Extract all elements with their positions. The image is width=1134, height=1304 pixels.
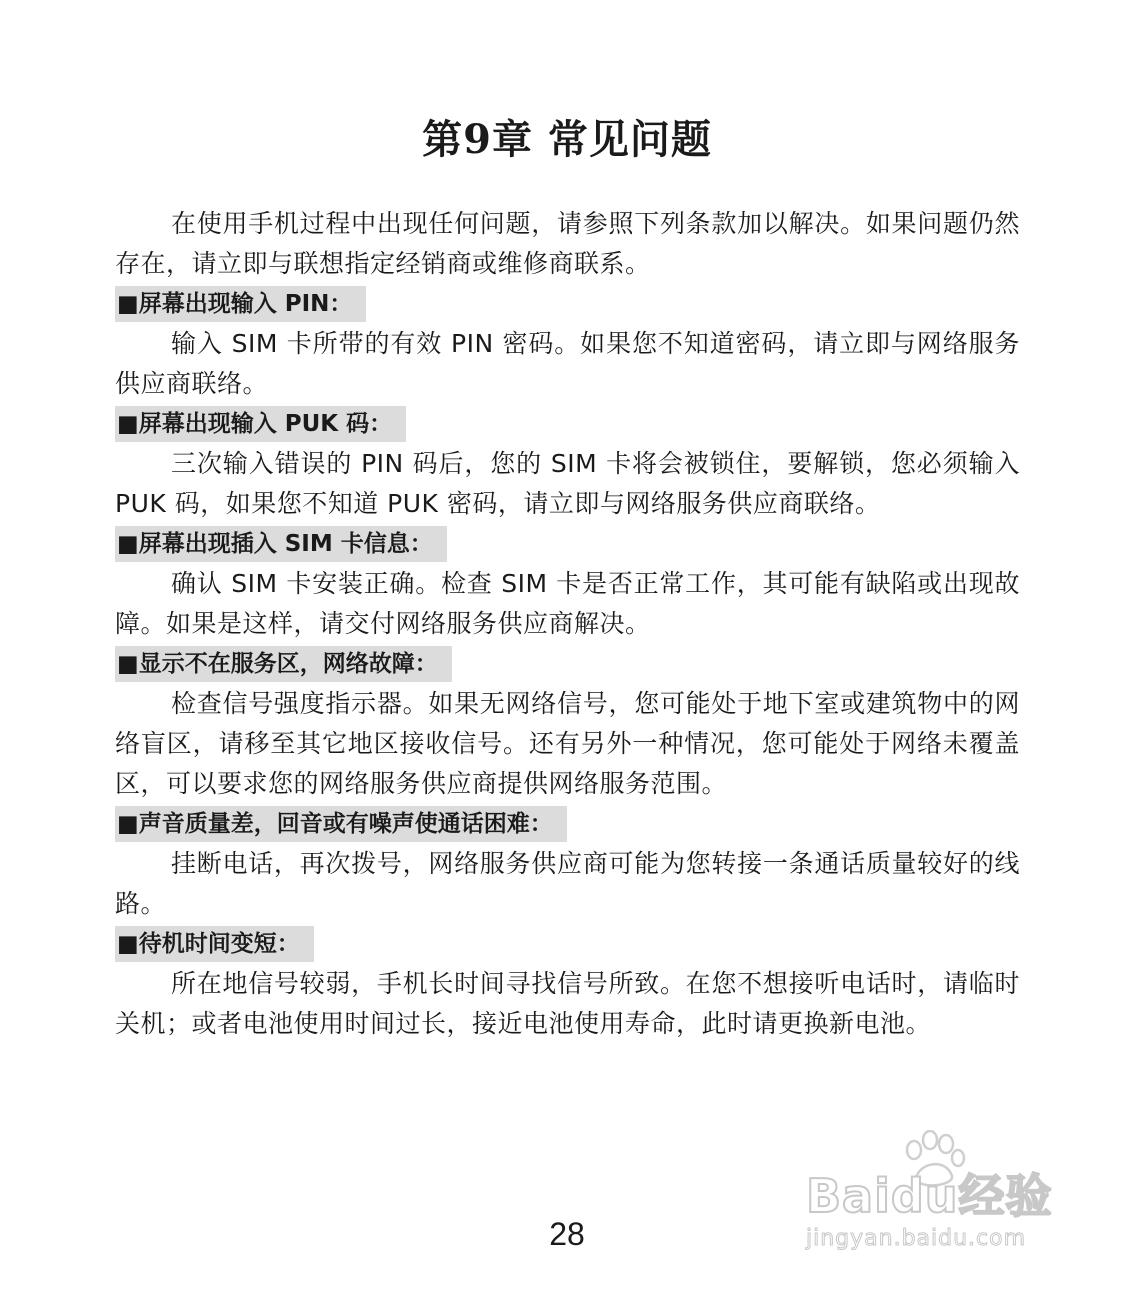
baidu-jingyan-watermark xyxy=(806,1130,1066,1260)
intro-paragraph: 在使用手机过程中出现任何问题，请参照下列条款加以解决。如果问题仍然存在，请立即与联想指定经销商或维修商联系。 xyxy=(115,209,1020,278)
faq-heading: ■待机时间变短： xyxy=(115,926,314,962)
faq-answer: 输入 SIM 卡所带的有效 PIN 密码。如果您不知道密码，请立即与网络服务供应商联络。 xyxy=(115,329,1020,398)
document-body xyxy=(115,204,1020,1044)
faq-answer: 所在地信号较弱，手机长时间寻找信号所致。在您不想接听电话时，请临时关机；或者电池使用时间过长，接近电池使用寿命，此时请更换新电池。 xyxy=(115,969,1020,1038)
faq-answer: 三次输入错误的 PIN 码后，您的 SIM 卡将会被锁住，要解锁，您必须输入 PUK 码，如果您不知道 PUK 密码，请立即与网络服务供应商联络。 xyxy=(115,449,1020,518)
watermark-url: jingyan.baidu.com xyxy=(806,1226,1027,1251)
faq-answer: 确认 SIM 卡安装正确。检查 SIM 卡是否正常工作，其可能有缺陷或出现故障。如果是这样，请交付网络服务供应商解决。 xyxy=(115,569,1020,638)
faq-heading: ■显示不在服务区，网络故障： xyxy=(115,646,452,682)
chapter-title: 第9章 常见问题 xyxy=(422,116,712,163)
faq-item-insert-sim xyxy=(115,524,1020,644)
faq-answer: 检查信号强度指示器。如果无网络信号，您可能处于地下室或建筑物中的网络盲区，请移至其它地区接收信号。还有另外一种情况，您可能处于网络未覆盖区，可以要求您的网络服务供应商提供网络服务范围。 xyxy=(115,689,1020,798)
faq-heading: ■屏幕出现插入 SIM 卡信息： xyxy=(115,526,447,562)
faq-item-sound-quality xyxy=(115,804,1020,924)
faq-heading: ■声音质量差，回音或有噪声使通话困难： xyxy=(115,806,567,842)
faq-heading: ■屏幕出现输入 PUK 码： xyxy=(115,406,406,442)
faq-item-no-service xyxy=(115,644,1020,804)
faq-item-standby-time xyxy=(115,924,1020,1044)
faq-item-pin xyxy=(115,284,1020,404)
faq-answer: 挂断电话，再次拨号，网络服务供应商可能为您转接一条通话质量较好的线路。 xyxy=(115,849,1020,918)
page-number: 28 xyxy=(549,1216,585,1252)
faq-item-puk xyxy=(115,404,1020,524)
watermark-logo: Baidu经验 xyxy=(806,1169,1053,1223)
faq-heading: ■屏幕出现输入 PIN： xyxy=(115,286,366,322)
